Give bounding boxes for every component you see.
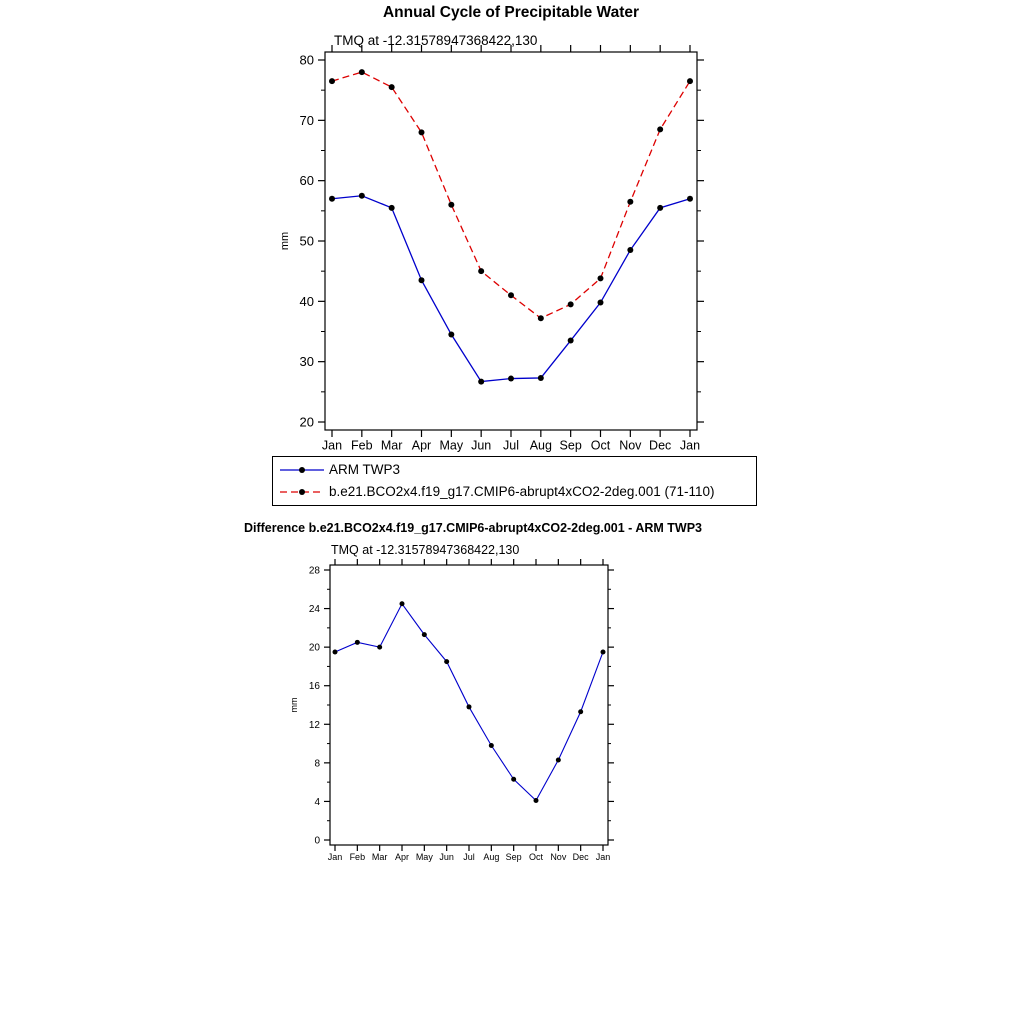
x-tick-label: Nov [550,852,567,862]
x-tick-label: Jul [503,438,519,453]
data-point-marker [355,640,360,645]
y-tick-label: 40 [299,293,314,309]
x-tick-label: Feb [351,438,373,453]
axis-frame [325,52,697,430]
data-point-marker [419,129,425,135]
legend-line-sample-solid [279,463,325,477]
data-point-marker [687,78,693,84]
x-tick-label: Sep [559,438,582,453]
difference-chart-title: Difference b.e21.BCO2x4.f19_g17.CMIP6-abrupt4xCO2-2deg.001 - ARM TWP3 [243,521,702,535]
y-tick-label: 4 [314,796,320,808]
data-point-marker [419,277,425,283]
series-line-solid [332,196,690,382]
data-point-marker [448,202,454,208]
y-tick-label: 16 [308,681,320,693]
x-tick-label: Jan [595,852,611,862]
difference-chart-subtitle: TMQ at -12.31578947368422,130 [331,543,520,557]
x-tick-label: Aug [483,852,500,862]
x-tick-label: Jun [471,438,492,453]
data-point-marker [444,659,449,664]
y-tick-label: 30 [299,354,314,370]
x-tick-label: Oct [528,852,544,862]
data-point-marker [601,649,606,654]
x-tick-label: Jan [679,438,701,453]
series-line-dashed [332,72,690,318]
x-tick-label: Dec [572,852,589,862]
data-point-marker [489,743,494,748]
data-point-marker [578,709,583,714]
data-point-marker [508,292,514,298]
y-tick-label: 8 [314,758,320,770]
data-point-marker [389,205,395,211]
y-tick-label: 24 [308,604,320,616]
x-tick-label: Feb [349,852,366,862]
x-tick-label: Mar [380,438,403,453]
data-point-marker [568,338,574,344]
y-tick-label: 70 [299,112,314,128]
data-point-marker [556,757,561,762]
y-axis-label: mm [279,231,291,251]
legend-label-model-run: b.e21.BCO2x4.f19_g17.CMIP6-abrupt4xCO2-2deg.001 (71-110) [329,484,715,499]
y-tick-label: 80 [299,52,314,68]
data-point-marker [508,376,514,382]
x-tick-label: Dec [649,438,672,453]
top-chart-subtitle: TMQ at -12.31578947368422,130 [334,33,538,48]
legend-label-arm-twp3: ARM TWP3 [329,462,401,477]
x-tick-label: Jan [327,852,343,862]
data-point-marker [627,247,633,253]
data-point-marker [687,196,693,202]
data-point-marker [359,69,365,75]
data-point-marker [359,193,365,199]
data-point-marker [538,375,544,381]
top-chart-title: Annual Cycle of Precipitable Water [382,4,640,21]
x-tick-label: May [415,852,433,862]
data-point-marker [400,601,405,606]
x-tick-label: Aug [529,438,552,453]
x-tick-label: Oct [590,438,611,453]
x-tick-label: Mar [371,852,388,862]
x-tick-label: Jan [321,438,343,453]
y-tick-label: 12 [308,719,320,731]
x-tick-label: Apr [394,852,410,862]
x-tick-label: Apr [411,438,432,453]
legend-marker-dot [299,489,305,495]
data-point-marker [538,315,544,321]
x-tick-label: May [439,438,464,453]
data-point-marker [627,199,633,205]
data-point-marker [478,268,484,274]
data-point-marker [598,300,604,306]
legend-marker-dot [299,467,305,473]
data-point-marker [377,645,382,650]
data-point-marker [598,275,604,281]
y-tick-label: 20 [308,642,320,654]
x-tick-label: Sep [505,852,522,862]
legend-entry-arm-twp3 [279,463,750,477]
y-tick-label: 60 [299,173,314,189]
data-point-marker [422,632,427,637]
y-tick-label: 28 [308,565,320,577]
series-line-solid [335,604,603,801]
data-point-marker [329,196,335,202]
data-point-marker [657,126,663,132]
legend-entry-model-run [279,485,750,499]
legend-box [272,456,757,506]
data-point-marker [389,84,395,90]
y-tick-label: 0 [314,835,320,847]
data-point-marker [329,78,335,84]
data-point-marker [478,379,484,385]
data-point-marker [568,301,574,307]
x-tick-label: Nov [619,438,642,453]
data-point-marker [448,332,454,338]
data-point-marker [657,205,663,211]
data-point-marker [467,704,472,709]
y-tick-label: 50 [299,233,314,249]
data-point-marker [534,798,539,803]
difference-chart-plot [285,558,645,868]
data-point-marker [333,649,338,654]
x-tick-label: Jun [439,852,454,862]
y-tick-label: 20 [299,414,314,430]
legend-line-sample-dashed [279,485,325,499]
x-tick-label: Jul [463,852,475,862]
y-axis-label: mm [289,697,299,713]
data-point-marker [511,777,516,782]
top-chart-plot [270,45,770,465]
